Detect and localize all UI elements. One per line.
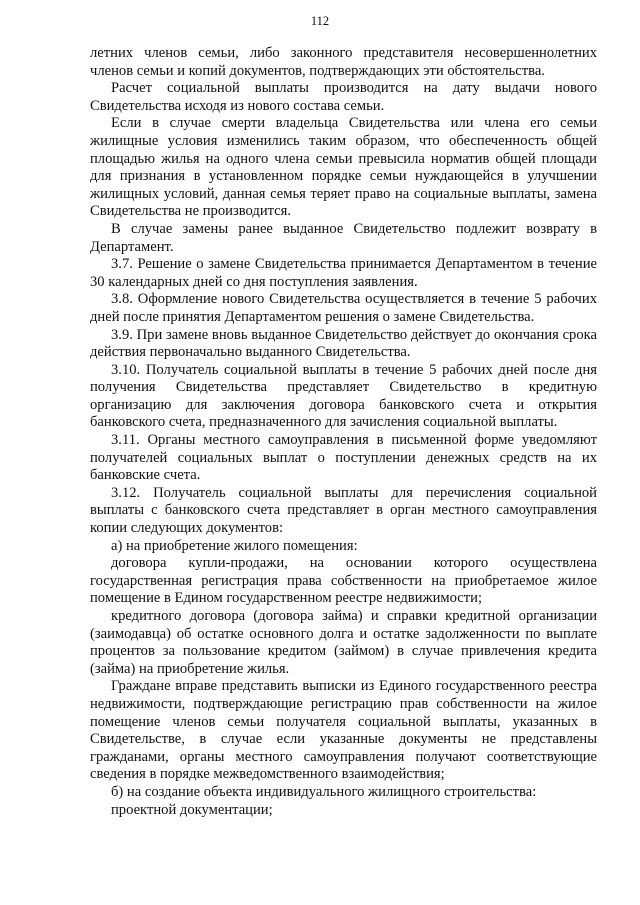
paragraph-death-of-holder: Если в случае смерти владельца Свидетельства или члена его семьи жилищные условия изменились таким образом, что обеспеченность общей площадью жилья на одного члена семьи превысила норматив общей площади для признания в установленном порядке семьи нуждающейся в улучшении жилищных условий, данная семья теряет право на социальные выплаты, замена Свидетельства не производится. — [90, 115, 597, 220]
paragraph-3-11: 3.11. Органы местного самоуправления в письменной форме уведомляют получателей социальных выплат о поступлении денежных средств на их банковские счета. — [90, 432, 597, 484]
document-body — [90, 45, 597, 819]
paragraph-project-docs: проектной документации; — [111, 801, 273, 818]
paragraph-credit-contract: кредитного договора (договора займа) и справки кредитной организации (заимодавца) об остатке основного долга и остатке задолженности по выплате процентов за пользование кредитом (займом) в случае привлечения кредита (займа) на приобретение жилья. — [90, 608, 597, 677]
paragraph-item-a: а) на приобретение жилого помещения: — [111, 537, 358, 554]
paragraph-3-9: 3.9. При замене вновь выданное Свидетельство действует до окончания срока действия первоначально выданного Свидетельства. — [90, 326, 597, 361]
paragraph-sale-contract: договора купли-продажи, на основании которого осуществлена государственная регистрация права собственности на приобретаемое жилое помещение в Едином государственном реестре недвижимости; — [90, 555, 597, 607]
paragraph-3-8: 3.8. Оформление нового Свидетельства осуществляется в течение 5 рабочих дней после принятия Департаментом решения о замене Свидетельства. — [90, 291, 597, 325]
paragraph-calculation-date: Расчет социальной выплаты производится на дату выдачи нового Свидетельства исходя из нового состава семьи. — [90, 80, 597, 114]
paragraph-3-12: 3.12. Получатель социальной выплаты для перечисления социальной выплаты с банковского счета представляет в орган местного самоуправления копии следующих документов: — [90, 484, 597, 537]
paragraph-continuation: летних членов семьи, либо законного представителя несовершеннолетних членов семьи и копий документов, подтверждающих эти обстоятельства. — [90, 45, 597, 79]
paragraph-registry-extracts: Граждане вправе представить выписки из Единого государственного реестра недвижимости, подтверждающие регистрацию прав собственности на жилое помещение членов семьи получателя социальной выплаты, указанных в Свидетельстве, в случае если указанные документы не представлены гражданами, органы местного самоуправления получают соответствующие сведения в порядке межведомственного взаимодействия; — [90, 678, 597, 783]
paragraph-return-certificate: В случае замены ранее выданное Свидетельство подлежит возврату в Департамент. — [90, 220, 597, 255]
page-number: 112 — [310, 14, 330, 28]
paragraph-item-b: б) на создание объекта индивидуального жилищного строительства: — [111, 783, 537, 800]
paragraph-3-7: 3.7. Решение о замене Свидетельства принимается Департаментом в течение 30 календарных дней со дня поступления заявления. — [90, 256, 597, 290]
paragraph-3-10: 3.10. Получатель социальной выплаты в течение 5 рабочих дней после дня получения Свидетельства представляет Свидетельство в кредитную организацию для заключения договора банковского счета и открытия банковского счета, предназначенного для зачисления социальной выплаты. — [90, 361, 597, 431]
